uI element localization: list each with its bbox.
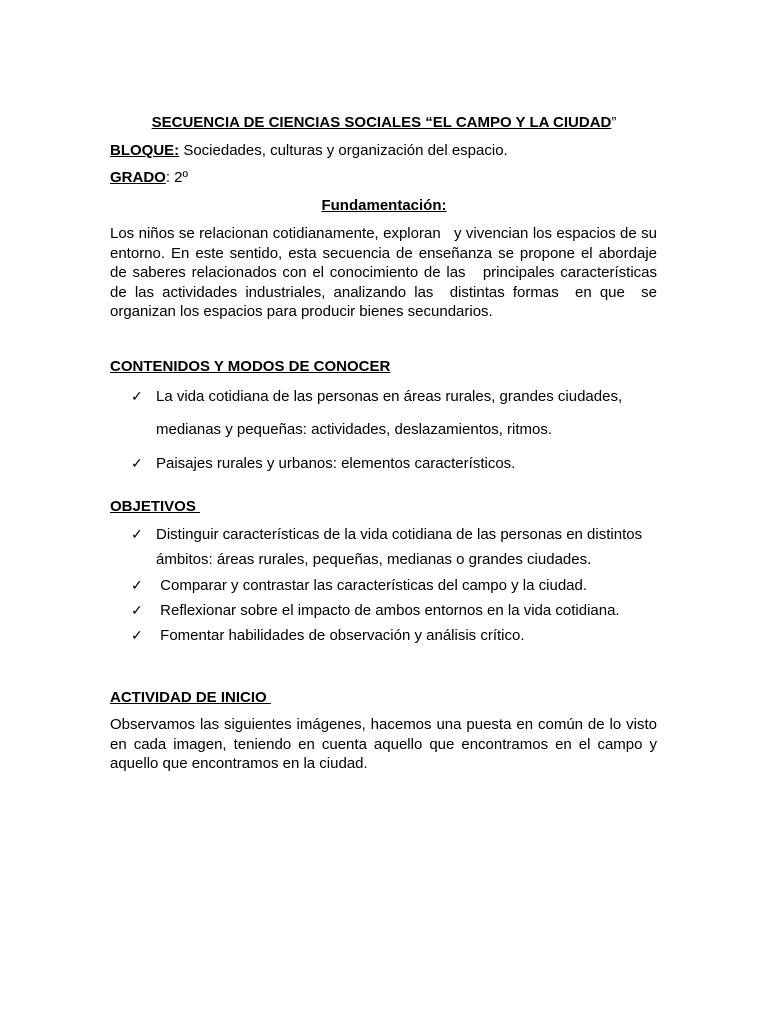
fundamentacion-heading: Fundamentación:: [321, 197, 447, 214]
contenidos-item-1: [131, 386, 671, 407]
checkmark-icon: ✓: [131, 602, 143, 618]
checkmark-icon: ✓: [131, 388, 143, 404]
bloque-line: [110, 141, 508, 161]
bloque-label: BLOQUE:: [110, 142, 180, 159]
objetivos-item-1-line2: ámbitos: áreas rurales, pequeñas, medianas o grandes ciudades.: [156, 551, 592, 568]
checkmark-icon: ✓: [131, 577, 143, 593]
actividad-inicio-paragraph: Observamos las siguientes imágenes, hacemos una puesta en común de lo visto en cada imagen, teniendo en cuenta aquello que encontramos en el campo y aquello que encontramos en la ciudad.: [110, 716, 657, 772]
objetivos-item-3-line1: Reflexionar sobre el impacto de ambos entornos en la vida cotidiana.: [156, 602, 620, 619]
objetivos-item-4-line1: Fomentar habilidades de observación y análisis crítico.: [156, 627, 525, 644]
document-title-closing-quote: ”: [611, 114, 617, 131]
contenidos-item-2-line1: Paisajes rurales y urbanos: elementos característicos.: [156, 455, 516, 472]
contenidos-heading: CONTENIDOS Y MODOS DE CONOCER: [110, 358, 391, 375]
checkmark-icon: ✓: [131, 627, 143, 643]
objetivos-heading: OBJETIVOS: [110, 498, 201, 515]
fundamentacion-paragraph: Los niños se relacionan cotidianamente, exploran y vivencian los espacios de su entorno. En este sentido, esta secuencia de enseñanza se propone el abordaje de saberes relacionados con el conocimiento de las principales características de las actividades industriales, analizando las distintas formas en que se organizan los espacios para producir bienes secundarios.: [110, 225, 662, 320]
checkmark-icon: ✓: [131, 455, 143, 471]
objetivos-item-1: [131, 524, 671, 545]
contenidos-item-1-line1: La vida cotidiana de las personas en áreas rurales, grandes ciudades,: [156, 388, 623, 405]
grado-value: : 2º: [165, 169, 188, 186]
objetivos-item-2-line1: Comparar y contrastar las características del campo y la ciudad.: [156, 577, 588, 594]
checkmark-icon: ✓: [131, 526, 143, 542]
document-title-main: SECUENCIA DE CIENCIAS SOCIALES “EL CAMPO Y LA CIUDAD: [151, 114, 612, 131]
grado-line: [110, 168, 188, 188]
document-title: [110, 113, 658, 133]
objetivos-item-3: [131, 600, 671, 621]
objetivos-item-2: [131, 575, 671, 596]
objetivos-item-1-line1: Distinguir características de la vida cotidiana de las personas en distintos: [156, 526, 643, 543]
contenidos-item-2: [131, 453, 671, 474]
bloque-value: Sociedades, culturas y organización del espacio.: [179, 142, 508, 159]
actividad-inicio-heading: ACTIVIDAD DE INICIO: [110, 689, 271, 706]
contenidos-item-1-line2: medianas y pequeñas: actividades, deslazamientos, ritmos.: [156, 421, 553, 438]
objetivos-item-4: [131, 625, 671, 646]
grado-label: GRADO: [110, 169, 166, 186]
